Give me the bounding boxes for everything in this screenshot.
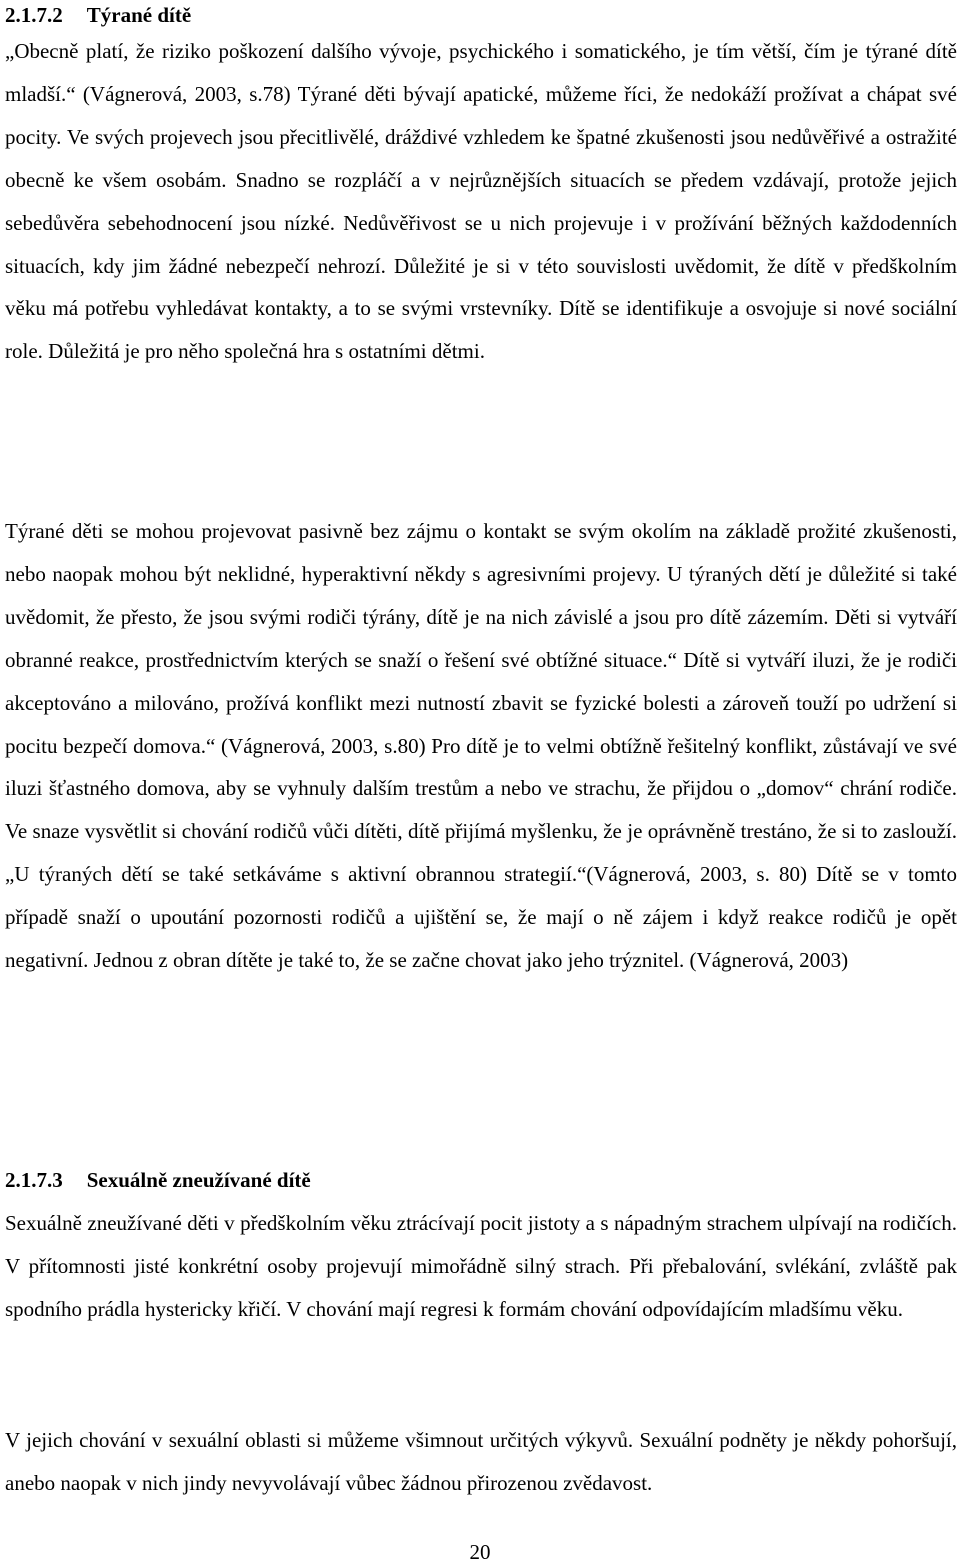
paragraph: „Obecně platí, že riziko poškození dalšího vývoje, psychického i somatického, je tím větší, čím je týrané dítě mladší.“ (Vágnerová, 2003, s.78) Týrané děti bývají apatické, můžeme říci, že nedokáží prožívat a chápat své pocity. Ve svých projevech jsou přecitlivělé, dráždivé vzhledem ke špatné zkušenosti jsou nedůvěřivé a ostražité obecně ke všem osobám. Snadno se rozpláčí a v nejrůznějších situacích se předem vzdávají, protože jejich sebedůvěra sebehodnocení jsou nízké. Nedůvěřivost se u nich projevuje i v prožívání běžných každodenních situacích, kdy jim žádné nebezpečí nehrozí. Důležité je si v této souvislosti uvědomit, že dítě v předškolním věku má potřebu vyhledávat kontakty, a to se svými vrstevníky. Dítě se identifikuje a osvojuje si nové sociální role. Důležitá je pro něho společná hra s ostatními dětmi. — [5, 39, 957, 364]
section-number: 2.1.7.3 — [5, 1168, 63, 1192]
section-heading-tyrane-dite — [5, 2, 191, 28]
paragraph: Týrané děti se mohou projevovat pasivně bez zájmu o kontakt se svým okolím na základě prožité zkušenosti, nebo naopak mohou být neklidné, hyperaktivní někdy s agresivními projevy. U týraných dětí je důležité si také uvědomit, že přesto, že jsou svými rodiči týrány, dítě je na nich závislé a jsou pro dítě zázemím. Děti si vytváří obranné reakce, prostřednictvím kterých se snaží o řešení své obtížné situace.“ Dítě si vytváří iluzi, že je rodiči akceptováno a milováno, prožívá konflikt mezi nutností zbavit se fyzické bolesti a zároveň touží po udržení si pocitu bezpečí domova.“ (Vágnerová, 2003, s.80) Pro dítě je to velmi obtížně řešitelný konflikt, zůstávají ve své iluzi šťastného domova, aby se vyhnuly dalším trestům a nebo ve strachu, že přijdou o „domov“ chrání rodiče. Ve snaze vysvětlit si chování rodičů vůči dítěti, dítě přijímá myšlenku, že je oprávněně trestáno, že si to zaslouží. „U týraných dětí se také setkáváme s aktivní obrannou strategií.“(Vágnerová, 2003, s. 80) Dítě se v tomto případě snaží o upoutání pozornosti rodičů a ujištění se, že mají o ně zájem i když reakce rodičů je opět negativní. Jednou z obran dítěte je také to, že se začne chovat jako jeho trýznitel. (Vágnerová, 2003) — [5, 519, 957, 973]
section-heading-sexualne-zneuzivane-dite — [5, 1167, 311, 1193]
paragraph: V jejich chování v sexuální oblasti si můžeme všimnout určitých výkyvů. Sexuální podněty je někdy pohoršují, anebo naopak v nich jindy nevyvolávají vůbec žádnou přirozenou zvědavost. — [5, 1428, 957, 1495]
page-number: 20 — [469, 1540, 491, 1564]
paragraph: Sexuálně zneužívané děti v předškolním věku ztrácívají pocit jistoty a s nápadným strachem ulpívají na rodičích. V přítomnosti jisté konkrétní osoby projevují mimořádně silný strach. Při přebalování, svlékání, zvláště pak spodního prádla hystericky křičí. V chování mají regresi k formám chování odpovídajícím mladšímu věku. — [5, 1211, 957, 1321]
section-number: 2.1.7.2 — [5, 3, 63, 27]
section-title: Sexuálně zneužívané dítě — [86, 1168, 311, 1192]
section-title: Týrané dítě — [86, 3, 192, 27]
